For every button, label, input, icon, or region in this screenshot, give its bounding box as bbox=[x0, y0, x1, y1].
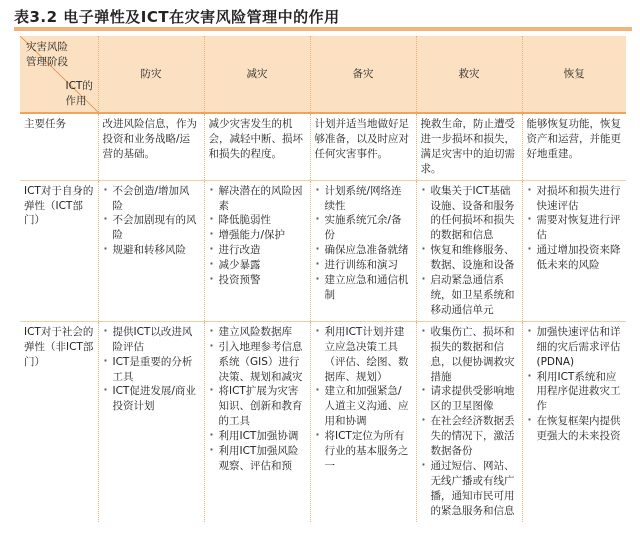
list-item: · 通过增加投资来降低未来的风险 bbox=[527, 243, 623, 273]
table-caption: 表3.2 电子弹性及ICT在灾害风险管理中的作用 bbox=[14, 8, 340, 26]
list-item: · 将ICT定位为所有行业的基本服务之一 bbox=[315, 429, 412, 474]
list-item: · 提供ICT以改进风险评估 bbox=[103, 325, 200, 355]
cell-list bbox=[204, 321, 310, 521]
cell-list bbox=[310, 180, 416, 321]
cell-list bbox=[522, 180, 626, 321]
list-item: · ICT是重要的分析工具 bbox=[103, 355, 200, 385]
list-item: · 不会加剧现有的风险 bbox=[103, 213, 200, 243]
list-item: · ICT促进发展/商业投资计划 bbox=[103, 384, 200, 414]
cell-list bbox=[98, 321, 204, 521]
list-item: · 减少暴露 bbox=[209, 258, 306, 273]
corner-header-cell bbox=[20, 36, 98, 113]
list-item: · 利用ICT计划并建立应急决策工具（评估、绘图、数据库、规划） bbox=[315, 325, 412, 385]
cell-list bbox=[310, 321, 416, 521]
list-item: · 不会创造/增加风险 bbox=[103, 184, 200, 214]
list-item: · 计划系统/网络连续性 bbox=[315, 184, 412, 214]
list-item: · 需要对恢复进行评估 bbox=[527, 213, 623, 243]
corner-bottom-label: ICT的作用 bbox=[65, 80, 93, 108]
list-item: · 确保应急准备就绪 bbox=[315, 243, 412, 258]
cell-list bbox=[416, 321, 522, 521]
list-item: · 解决潜在的风险因素 bbox=[209, 184, 306, 214]
cell-list bbox=[98, 180, 204, 321]
list-item: · 将ICT扩展为灾害知识、创新和教育的工具 bbox=[209, 384, 306, 429]
table-row-main-tasks bbox=[20, 113, 626, 180]
col-header-preparedness: 备灾 bbox=[310, 36, 416, 113]
caption-rule bbox=[14, 27, 632, 31]
list-item: · 引入地理参考信息系统（GIS）进行决策、规划和减灾 bbox=[209, 340, 306, 385]
col-header-recovery: 恢复 bbox=[522, 36, 626, 113]
list-item: · 在社会经济数据丢失的情况下，激活数据备份 bbox=[421, 414, 518, 459]
list-item: · 建立风险数据库 bbox=[209, 325, 306, 340]
cell-text: 改进风险信息，作为投资和业务战略/运营的基础。 bbox=[98, 113, 204, 180]
list-item: · 启动紧急通信系统，如卫星系统和移动通信单元 bbox=[421, 273, 518, 318]
list-item: · 降低脆弱性 bbox=[209, 213, 306, 228]
col-header-response: 救灾 bbox=[416, 36, 522, 113]
row-label: 主要任务 bbox=[20, 113, 98, 180]
list-item: · 加强快速评估和详细的灾后需求评估(PDNA) bbox=[527, 325, 623, 370]
table-row-non-ict-sector bbox=[20, 321, 626, 521]
table-header-row bbox=[20, 36, 626, 113]
row-label: ICT对于自身的弹性（ICT部门） bbox=[20, 180, 98, 321]
list-item: · 进行改造 bbox=[209, 243, 306, 258]
row-label: ICT对于社会的弹性（非ICT部门） bbox=[24, 325, 94, 368]
cell-text: 能够恢复功能，恢复资产和运营，并能更好地重建。 bbox=[522, 113, 626, 180]
list-item: · 利用ICT加强风险观察、评估和预 bbox=[209, 444, 306, 474]
col-header-mitigation: 减灾 bbox=[204, 36, 310, 113]
cell-list bbox=[204, 180, 310, 321]
cell-list bbox=[522, 321, 626, 521]
list-item: · 恢复和维修服务、数据、设施和设备 bbox=[421, 243, 518, 273]
list-item: · 在恢复框架内提供更强大的未来投资 bbox=[527, 414, 623, 444]
cell-text: 计划并适当地做好足够准备，以及时应对任何灾害事件。 bbox=[310, 113, 416, 180]
list-item: · 增强能力/保护 bbox=[209, 228, 306, 243]
list-item: · 对损坏和损失进行快速评估 bbox=[527, 184, 623, 214]
list-item: · 规避和转移风险 bbox=[103, 243, 200, 258]
corner-top-label: 灾害风险管理阶段 bbox=[26, 41, 68, 68]
col-header-prevention: 防灾 bbox=[98, 36, 204, 113]
ict-role-table bbox=[20, 36, 626, 522]
list-item: · 收集关于ICT基础设施、设备和服务的任何损坏和损失的数据和信息 bbox=[421, 184, 518, 244]
cell-text: 挽救生命，防止遭受进一步损坏和损失，满足灾害中的迫切需求。 bbox=[416, 113, 522, 180]
list-item: · 建立应急和通信机制 bbox=[315, 273, 412, 303]
list-item: · 利用ICT加强协调 bbox=[209, 429, 306, 444]
list-item: · 通过短信、网站、无线广播或有线广播，通知市民可用的紧急服务和信息 bbox=[421, 459, 518, 519]
list-item: · 收集伤亡、损坏和损失的数据和信息，以便协调救灾措施 bbox=[421, 325, 518, 385]
list-item: · 实施系统冗余/备份 bbox=[315, 213, 412, 243]
cell-text: 减少灾害发生的机会，减轻中断、损坏和损失的程度。 bbox=[204, 113, 310, 180]
list-item: · 进行训练和演习 bbox=[315, 258, 412, 273]
table-row-ict-sector bbox=[20, 180, 626, 321]
list-item: · 建立和加强紧急/人道主义沟通、应用和协调 bbox=[315, 384, 412, 429]
cell-list bbox=[416, 180, 522, 321]
list-item: · 利用ICT系统和应用程序促进救灾工作 bbox=[527, 370, 623, 415]
list-item: · 请求提供受影响地区的卫星图像 bbox=[421, 384, 518, 414]
list-item: · 投资预警 bbox=[209, 273, 306, 288]
